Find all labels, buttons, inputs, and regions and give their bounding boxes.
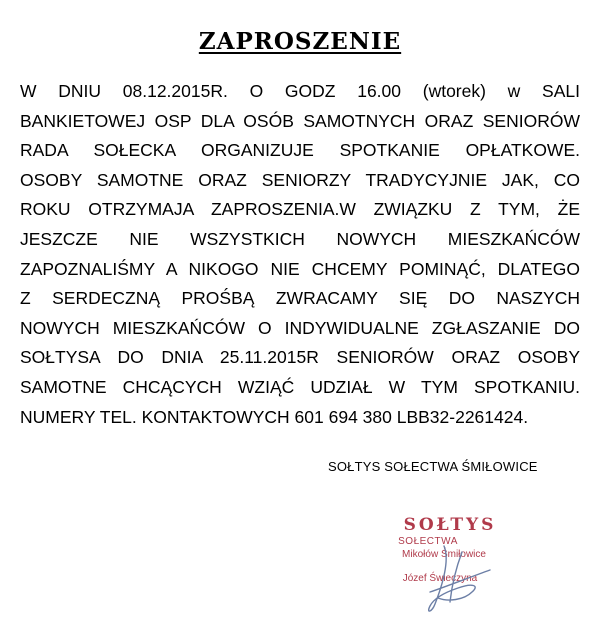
body-line: RADA SOŁECKA ORGANIZUJE SPOTKANIE OPŁATKOWE. xyxy=(20,140,580,161)
official-stamp xyxy=(372,508,522,620)
document-title: ZAPROSZENIE xyxy=(198,28,402,55)
body-line: SOŁTYSA DO DNIA 25.11.2015R SENIORÓW ORAZ OSOBY xyxy=(20,347,580,368)
body-line: NOWYCH MIESZKAŃCÓW O INDYWIDUALNE ZGŁASZANIE DO xyxy=(20,317,580,338)
body-line: JESZCZE NIE WSZYSTKICH NOWYCH MIESZKAŃCÓW xyxy=(20,228,580,249)
body-line: SAMOTNE CHCĄCYCH WZIĄĆ UDZIAŁ W TYM SPOTKANIU. xyxy=(20,376,580,397)
body-line: W DNIU 08.12.2015R. O GODZ 16.00 (wtorek) w SALI xyxy=(20,81,580,101)
stamp-name: Józef Świeczyna xyxy=(402,573,478,584)
body-line: NUMERY TEL. KONTAKTOWYCH 601 694 380 LBB32-2261424. xyxy=(20,406,529,427)
stamp-graphic xyxy=(372,508,522,620)
body-line: ROKU OTRZYMAJA ZAPROSZENIA.W ZWIĄZKU Z TYM, ŻE xyxy=(20,199,580,220)
body-line: Z SERDECZNĄ PROŚBĄ ZWRACAMY SIĘ DO NASZYCH xyxy=(20,288,580,309)
body-line: BANKIETOWEJ OSP DLA OSÓB SAMOTNYCH ORAZ SENIORÓW xyxy=(20,110,580,131)
stamp-location: Mikołów Śmiłowice xyxy=(402,549,486,560)
stamp-title: SOŁTYS xyxy=(403,515,497,535)
stamp-subtitle: SOŁECTWA xyxy=(398,536,458,547)
invitation-body xyxy=(20,77,580,432)
body-line: OSOBY SAMOTNE ORAZ SENIORZY TRADYCYJNIE JAK, CO xyxy=(20,169,580,190)
signoff-text: SOŁTYS SOŁECTWA ŚMIŁOWICE xyxy=(328,459,538,474)
body-line: ZAPOZNALIŚMY A NIKOGO NIE CHCEMY POMINĄĆ, DLATEGO xyxy=(20,258,580,279)
